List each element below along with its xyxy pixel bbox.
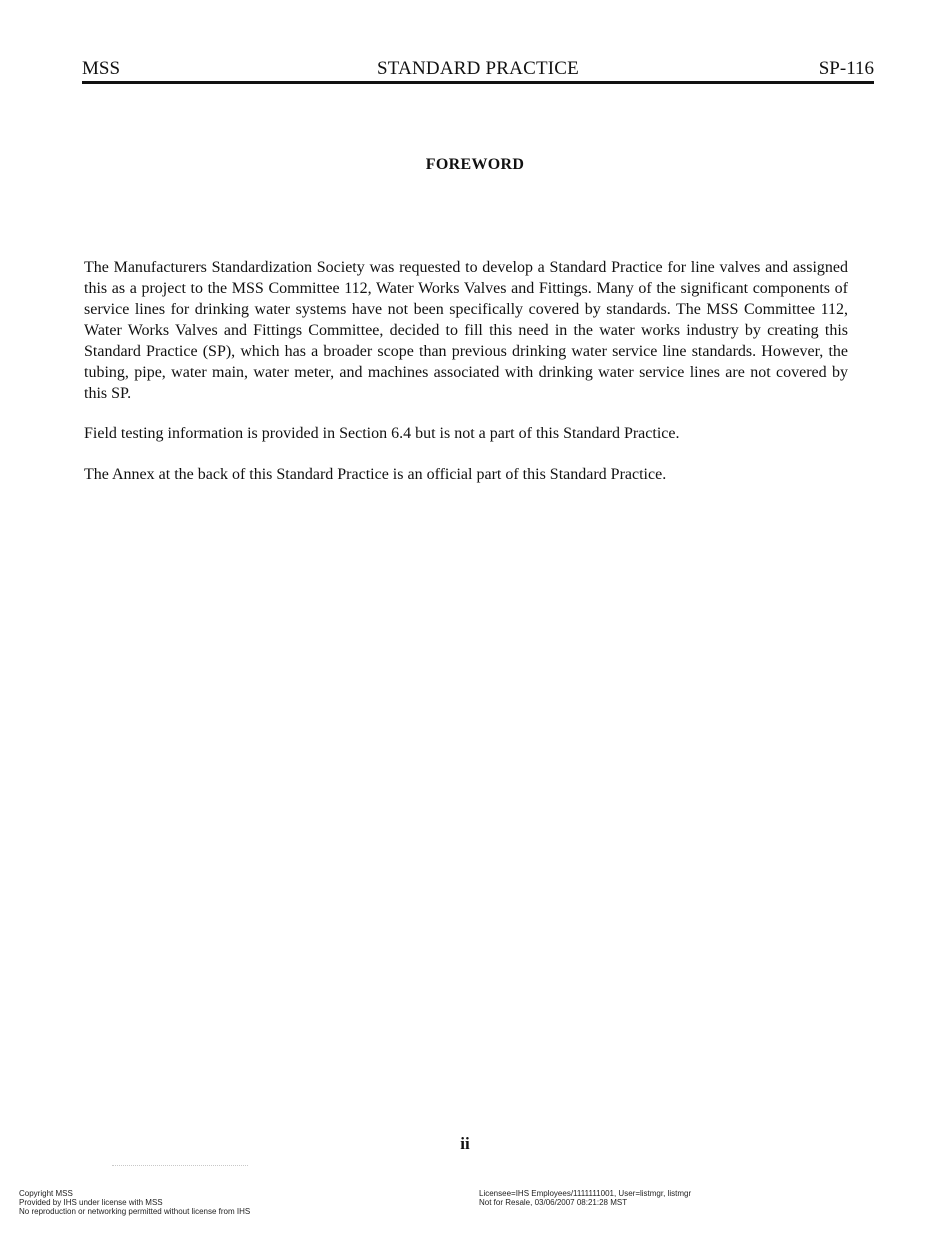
page-number: ii xyxy=(460,1134,470,1153)
scan-artifact-divider xyxy=(112,1157,248,1166)
footer-copyright-line: Copyright MSS xyxy=(19,1189,73,1198)
foreword-paragraph-1: The Manufacturers Standardization Society was requested to develop a Standard Practice for line valves and assigned this as a project to the MSS Committee 112, Water Works Valves and Fittings. Many of the significant components of service lines for drinking water systems have not been specifically covered by standards. The MSS Committee 112, Water Works Valves and Fittings Committee, decided to fill this need in the water works industry by creating this Standard Practice (SP), which has a broader scope than previous drinking water service line standards. However, the tubing, pipe, water main, water meter, and machines associated with drinking water service lines are not covered by this SP. xyxy=(84,259,848,402)
footer-licensee xyxy=(479,1189,691,1207)
footer-licensee-line: Licensee=IHS Employees/1111111001, User=listmgr, listmgr xyxy=(479,1189,692,1198)
footer-resale-line: Not for Resale, 03/06/2007 08:21:28 MST xyxy=(479,1198,628,1207)
header-document-type: STANDARD PRACTICE xyxy=(377,58,579,79)
foreword-paragraph-3: The Annex at the back of this Standard Practice is an official part of this Standard Practice. xyxy=(84,466,667,483)
foreword-paragraph-2: Field testing information is provided in Section 6.4 but is not a part of this Standard Practice. xyxy=(84,425,680,442)
header-organization: MSS xyxy=(82,58,121,79)
header-rule xyxy=(82,81,874,84)
header-standard-number: SP-116 xyxy=(818,58,874,79)
footer-license-line: Provided by IHS under license with MSS xyxy=(19,1198,163,1207)
footer-reproduction-line: No reproduction or networking permitted without license from IHS xyxy=(19,1207,251,1216)
footer-copyright xyxy=(19,1189,250,1216)
page-title: FOREWORD xyxy=(425,156,525,173)
page-header xyxy=(82,58,874,82)
